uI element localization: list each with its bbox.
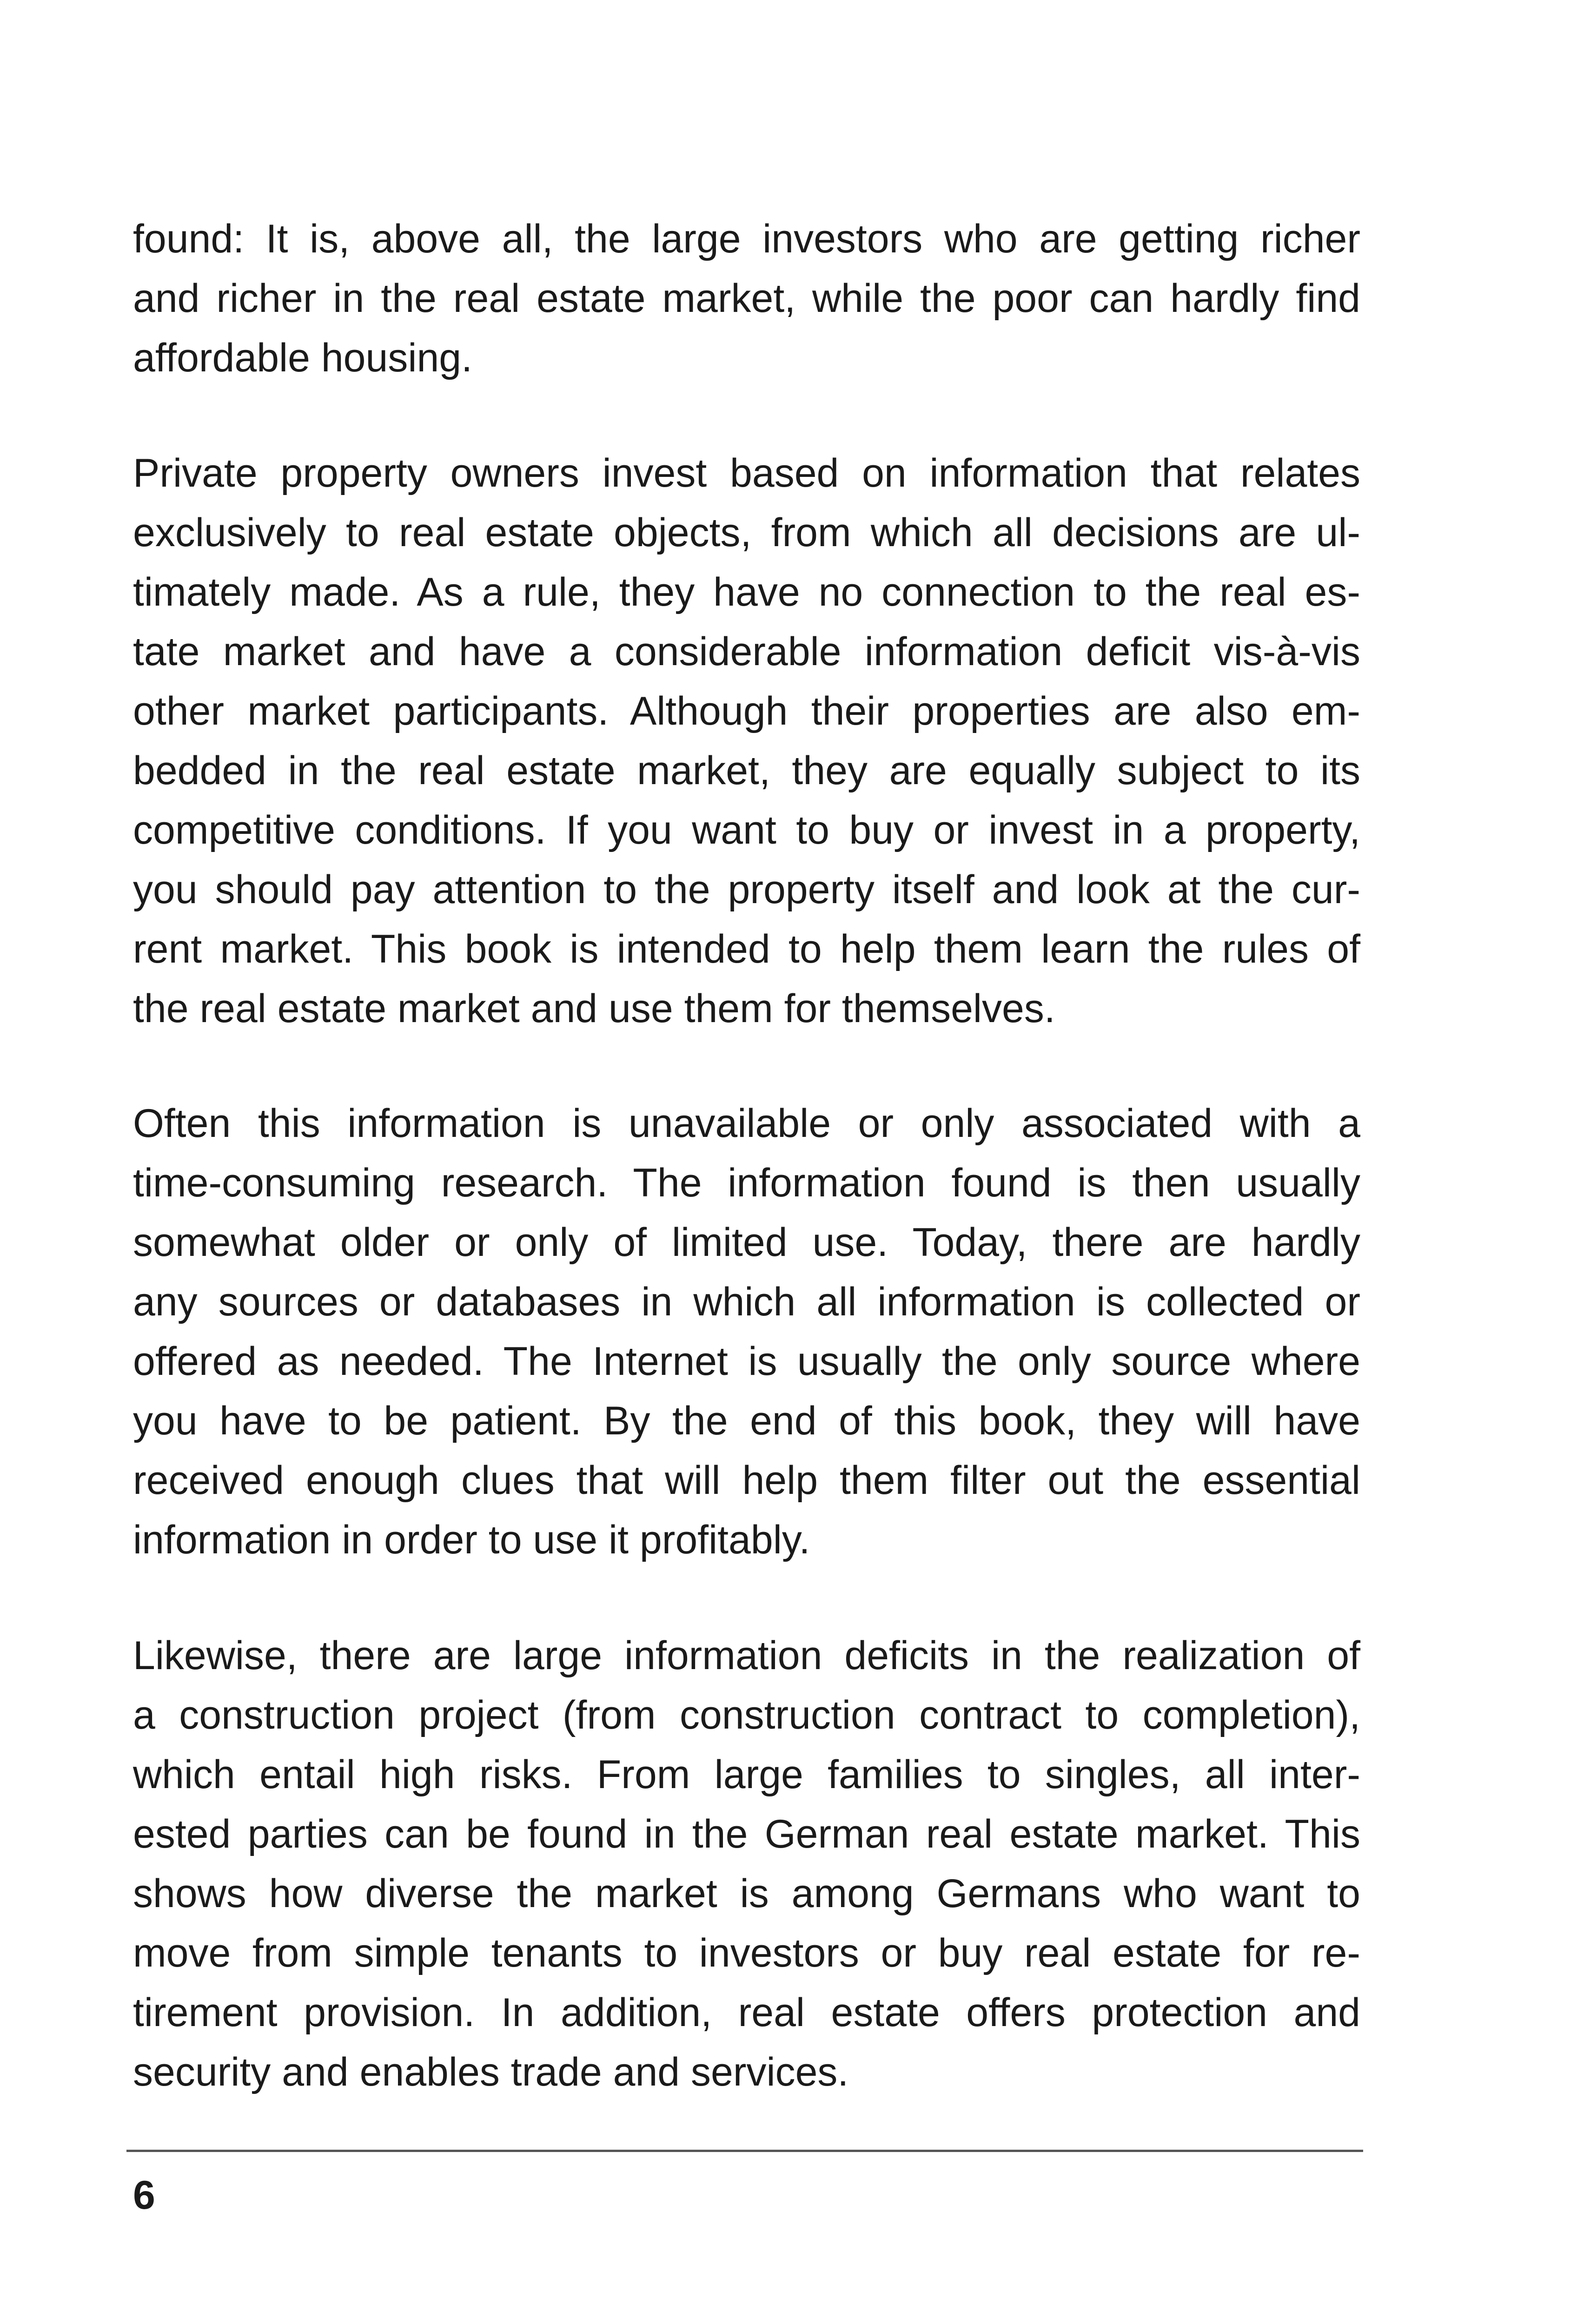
text-line: time-consuming research. The information found is then usually: [133, 1161, 1360, 1205]
text-line: somewhat older or only of limited use. Today, there are hardly: [133, 1220, 1360, 1265]
text-line: offered as needed. The Internet is usually the only source where: [133, 1339, 1360, 1384]
text-line: received enough clues that will help them filter out the essential: [133, 1458, 1360, 1503]
paragraph-1: [133, 209, 1360, 388]
text-line: rent market. This book is intended to help them learn the rules of: [133, 927, 1360, 971]
text-line: information in order to use it profitably.: [133, 1518, 810, 1562]
text-line: the real estate market and use them for themselves.: [133, 986, 1055, 1031]
text-line: ested parties can be found in the German real estate market. This: [133, 1812, 1360, 1856]
text-line: tate market and have a considerable information deficit vis-à-vis: [133, 629, 1360, 674]
page-number: 6: [133, 2173, 155, 2218]
text-line: tirement provision. In addition, real estate offers protection and: [133, 1990, 1360, 2035]
footer-divider: [126, 2150, 1363, 2152]
paragraph-3: [133, 1094, 1360, 1570]
paragraph-2: [133, 443, 1360, 1038]
text-line: you have to be patient. By the end of this book, they will have: [133, 1399, 1360, 1443]
text-line: Likewise, there are large information deficits in the realization of: [133, 1633, 1360, 1678]
text-line: bedded in the real estate market, they are equally subject to its: [133, 748, 1360, 793]
text-line: Private property owners invest based on information that relates: [133, 451, 1360, 495]
text-line: which entail high risks. From large families to singles, all inter-: [133, 1752, 1360, 1797]
text-line: you should pay attention to the property itself and look at the cur-: [133, 867, 1360, 912]
text-line: move from simple tenants to investors or buy real estate for re-: [133, 1931, 1360, 1975]
text-line: competitive conditions. If you want to buy or invest in a property,: [133, 808, 1360, 852]
text-line: other market participants. Although their properties are also em-: [133, 689, 1360, 733]
text-line: and richer in the real estate market, while the poor can hardly find: [133, 276, 1360, 321]
text-line: found: It is, above all, the large investors who are getting richer: [133, 217, 1360, 261]
text-line: timately made. As a rule, they have no connection to the real es-: [133, 570, 1360, 614]
text-line: exclusively to real estate objects, from which all decisions are ul-: [133, 510, 1360, 555]
paragraph-4: [133, 1626, 1360, 2102]
text-line: affordable housing.: [133, 336, 472, 380]
text-line: Often this information is unavailable or only associated with a: [133, 1101, 1360, 1146]
text-line: shows how diverse the market is among Germans who want to: [133, 1871, 1360, 1916]
text-line: a construction project (from construction contract to completion),: [133, 1693, 1360, 1737]
text-line: security and enables trade and services.: [133, 2050, 849, 2094]
text-line: any sources or databases in which all information is collected or: [133, 1280, 1360, 1324]
